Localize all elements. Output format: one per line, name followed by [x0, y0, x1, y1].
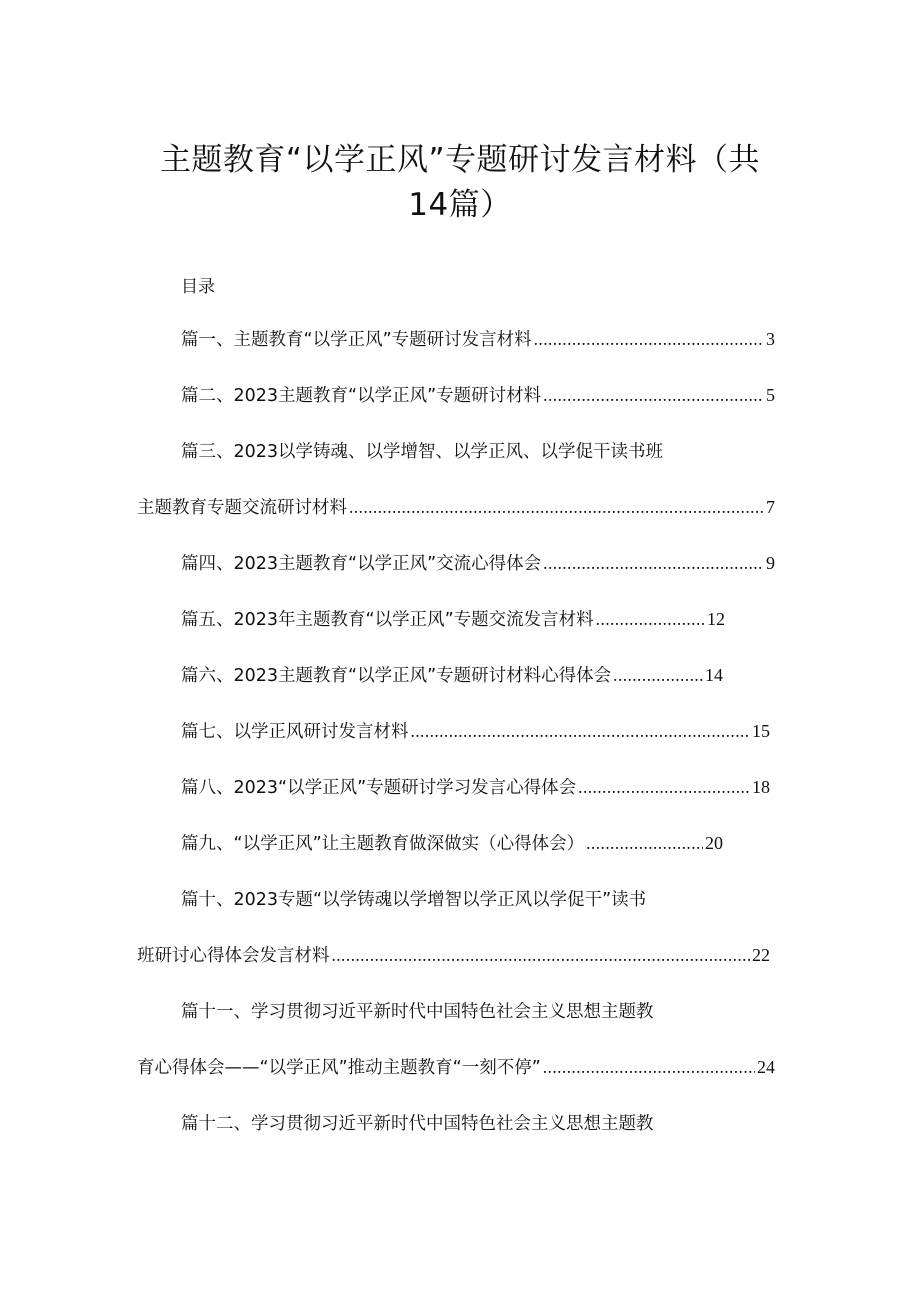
- toc-leader: [578, 777, 750, 798]
- toc-page-number: 3: [766, 329, 775, 349]
- toc-entry-text: 篇八、2023“以学正风”专题研讨学习发言心得体会: [181, 778, 577, 798]
- toc-entry-11[interactable]: [181, 998, 654, 1023]
- toc-entry-8[interactable]: [181, 774, 770, 799]
- toc-leader: [543, 1057, 755, 1078]
- toc-page-number: 22: [752, 945, 770, 965]
- toc-page-number: 20: [705, 833, 723, 853]
- toc-leader: [349, 497, 764, 518]
- toc-leader: [332, 945, 751, 966]
- toc-entry-7[interactable]: [181, 718, 770, 743]
- toc-page-number: 18: [752, 777, 770, 797]
- toc-entry-3[interactable]: [181, 438, 663, 463]
- toc-entry-text-cont: 主题教育专题交流研讨材料: [137, 498, 347, 518]
- toc-entry-2[interactable]: [181, 382, 775, 407]
- toc-leader: [543, 385, 764, 406]
- toc-entry-text: 篇三、2023以学铸魂、以学增智、以学正风、以学促干读书班: [181, 442, 664, 462]
- toc-entry-1[interactable]: [181, 326, 775, 351]
- toc-page-number: 12: [707, 609, 725, 629]
- toc-entry-12[interactable]: [181, 1110, 654, 1135]
- toc-leader: [543, 553, 764, 574]
- toc-entry-text: 篇十、2023专题“以学铸魂以学增智以学正风以学促干”读书: [181, 890, 647, 910]
- toc-entry-text-cont: 班研讨心得体会发言材料: [137, 946, 330, 966]
- toc-entry-5[interactable]: [181, 606, 725, 631]
- toc-entry-3-cont[interactable]: [137, 494, 775, 519]
- toc-leader: [534, 329, 764, 350]
- toc-leader: [613, 665, 703, 686]
- toc-entry-text: 篇十一、学习贯彻习近平新时代中国特色社会主义思想主题教: [181, 1002, 654, 1022]
- toc-entry-text: 篇十二、学习贯彻习近平新时代中国特色社会主义思想主题教: [181, 1114, 654, 1134]
- toc-entry-text: 篇六、2023主题教育“以学正风”专题研讨材料心得体会: [181, 666, 612, 686]
- toc-entry-11-cont[interactable]: [137, 1054, 775, 1079]
- document-title: [120, 138, 800, 228]
- toc-page-number: 9: [766, 553, 775, 573]
- title-line-1: 主题教育“以学正风”专题研讨发言材料（共: [159, 142, 761, 178]
- toc-entry-text: 篇七、以学正风研讨发言材料: [181, 722, 409, 742]
- toc-entry-text: 篇五、2023年主题教育“以学正风”专题交流发言材料: [181, 610, 594, 630]
- toc-entry-9[interactable]: [181, 830, 723, 855]
- toc-page-number: 24: [757, 1057, 775, 1077]
- toc-entry-text-cont: 育心得体会——“以学正风”推动主题教育“一刻不停”: [137, 1058, 541, 1078]
- toc-entry-6[interactable]: [181, 662, 723, 687]
- toc-page-number: 15: [752, 721, 770, 741]
- toc-page-number: 14: [705, 665, 723, 685]
- toc-entry-text: 篇一、主题教育“以学正风”专题研讨发言材料: [181, 330, 532, 350]
- toc-page-number: 5: [766, 385, 775, 405]
- toc-page-number: 7: [766, 497, 775, 517]
- toc-leader: [411, 721, 751, 742]
- toc-entry-4[interactable]: [181, 550, 775, 575]
- title-line-2: 14篇）: [408, 187, 512, 223]
- toc-entry-text: 篇九、“以学正风”让主题教育做深做实（心得体会）: [181, 834, 585, 854]
- toc-leader: [586, 833, 703, 854]
- toc-leader: [596, 609, 705, 630]
- toc-label: 目录: [181, 277, 215, 297]
- toc-entry-text: 篇四、2023主题教育“以学正风”交流心得体会: [181, 554, 542, 574]
- toc-entry-10[interactable]: [181, 886, 646, 911]
- toc-entry-10-cont[interactable]: [137, 942, 770, 967]
- toc-entry-text: 篇二、2023主题教育“以学正风”专题研讨材料: [181, 386, 542, 406]
